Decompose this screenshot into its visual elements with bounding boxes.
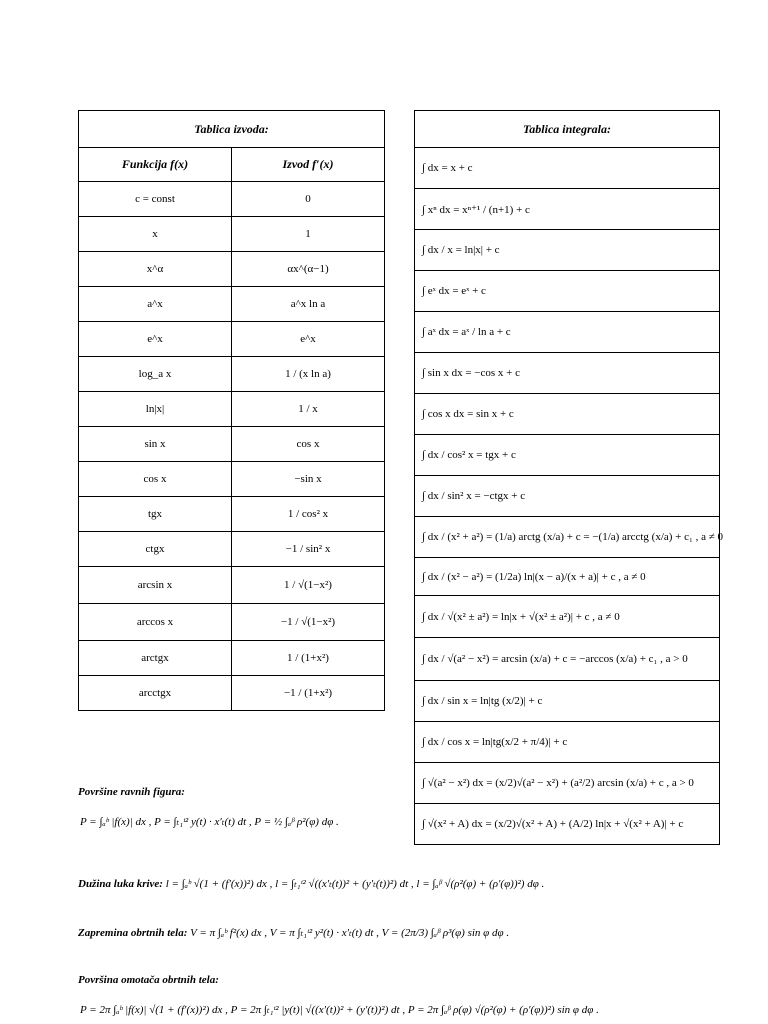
derivative-row [79,641,385,676]
derivative-cell: −1 / (1+x²) [232,676,385,711]
integral-row [415,681,720,722]
integral-formula-cell: ∫ xⁿ dx = xⁿ⁺¹ / (n+1) + c [415,189,720,230]
integral-row [415,230,720,271]
integral-row [415,312,720,353]
derivative-row [79,217,385,252]
derivative-cell: a^x ln a [232,287,385,322]
integral-formula-cell: ∫ dx / (x² − a²) = (1/2a) ln|(x − a)/(x + a)| + c , a ≠ 0 [415,558,720,596]
derivative-row [79,604,385,641]
integral-formula-cell: ∫ dx / √(x² ± a²) = ln|x + √(x² ± a²)| + c , a ≠ 0 [415,596,720,638]
function-cell: arcsin x [79,567,232,604]
derivative-table-title: Tablica izvoda: [79,111,385,148]
derivative-row [79,252,385,287]
derivative-cell: −1 / √(1−x²) [232,604,385,641]
derivative-cell: 1 / (1+x²) [232,641,385,676]
surface-area-formulas [80,815,339,828]
integral-formula-cell: ∫ cos x dx = sin x + c [415,394,720,435]
surface-area-label: Površine ravnih figura: [78,786,185,798]
integral-row [415,722,720,763]
derivative-row [79,287,385,322]
derivative-cell: 1 / √(1−x²) [232,567,385,604]
derivative-cell: 1 / cos² x [232,497,385,532]
function-cell: arctgx [79,641,232,676]
function-cell: c = const [79,182,232,217]
integral-row [415,517,720,558]
function-cell: arcctgx [79,676,232,711]
surface-area-formula: P = ∫ₐᵇ |f(x)| dx , P = ∫ₜ₁ᵗ² y(t) · x′ₜ(t) dt , P = ½ ∫ₐᵝ ρ²(φ) dφ . [80,816,339,828]
surface-of-revolution-heading [78,974,219,986]
derivative-row [79,322,385,357]
derivative-row [79,462,385,497]
derivative-cell: −sin x [232,462,385,497]
integral-row [415,189,720,230]
function-cell: sin x [79,427,232,462]
derivative-cell: 1 [232,217,385,252]
surface-of-revolution-label: Površina omotača obrtnih tela: [78,974,219,986]
integral-row [415,435,720,476]
integral-row [415,148,720,189]
derivative-table [78,110,385,711]
derivative-cell: 1 / x [232,392,385,427]
integral-row [415,596,720,638]
volume-formula: V = π ∫ₐᵇ f²(x) dx , V = π ∫ₜ₁ᵗ² y²(t) · x′ₜ(t) dt , V = (2π/3) ∫ₐᵝ ρ³(φ) sin φ dφ . [190,927,510,939]
volume-label: Zapremina obrtnih tela: [78,927,188,939]
arc-length-section [78,877,544,890]
function-cell: e^x [79,322,232,357]
derivative-column-header: Izvod f′(x) [232,148,385,182]
function-cell: log_a x [79,357,232,392]
integral-formula-cell: ∫ √(a² − x²) dx = (x/2)√(a² − x²) + (a²/2) arcsin (x/a) + c , a > 0 [415,763,720,804]
integral-formula-cell: ∫ dx / √(a² − x²) = arcsin (x/a) + c = −arccos (x/a) + c₁ , a > 0 [415,638,720,681]
integral-row [415,763,720,804]
derivative-cell: −1 / sin² x [232,532,385,567]
integral-row [415,353,720,394]
integral-formula-cell: ∫ dx / sin² x = −ctgx + c [415,476,720,517]
derivative-row [79,676,385,711]
arc-length-formula: l = ∫ₐᵇ √(1 + (f′(x))²) dx , l = ∫ₜ₁ᵗ² √((x′ₜ(t))² + (y′ₜ(t))²) dt , l = ∫ₐᵝ √(ρ²(φ) + (ρ′(φ))²) dφ . [165,878,545,890]
integral-row [415,804,720,845]
integral-row [415,638,720,681]
surface-of-revolution-formulas [80,1003,599,1016]
surface-of-revolution-formula: P = 2π ∫ₐᵇ |f(x)| √(1 + (f′(x))²) dx , P = 2π ∫ₜ₁ᵗ² |y(t)| √((x′(t))² + (y′(t))²) dt , P = 2π ∫ₐᵝ ρ(φ) √(ρ²(φ) + (ρ′(φ))²) sin φ dφ . [80,1004,599,1016]
integral-row [415,271,720,312]
derivative-row [79,497,385,532]
integral-formula-cell: ∫ eˣ dx = eˣ + c [415,271,720,312]
integral-formula-cell: ∫ dx / cos² x = tgx + c [415,435,720,476]
integral-row [415,558,720,596]
derivative-row [79,392,385,427]
integral-formula-cell: ∫ dx / sin x = ln|tg (x/2)| + c [415,681,720,722]
integral-row [415,476,720,517]
derivative-row [79,357,385,392]
derivative-row [79,567,385,604]
function-column-header: Funkcija f(x) [79,148,232,182]
function-cell: a^x [79,287,232,322]
derivative-row [79,532,385,567]
function-cell: ctgx [79,532,232,567]
derivative-row [79,182,385,217]
integral-formula-cell: ∫ dx / (x² + a²) = (1/a) arctg (x/a) + c = −(1/a) arcctg (x/a) + c₁ , a ≠ 0 [415,517,720,558]
derivative-cell: 0 [232,182,385,217]
integral-table-title: Tablica integrala: [415,111,720,148]
derivative-row [79,427,385,462]
function-cell: x^α [79,252,232,287]
integral-row [415,394,720,435]
derivative-cell: 1 / (x ln a) [232,357,385,392]
integral-formula-cell: ∫ sin x dx = −cos x + c [415,353,720,394]
function-cell: x [79,217,232,252]
integral-formula-cell: ∫ aˣ dx = aˣ / ln a + c [415,312,720,353]
derivative-cell: αx^(α−1) [232,252,385,287]
derivative-cell: e^x [232,322,385,357]
integral-table [414,110,724,845]
integral-formula-cell: ∫ √(x² + A) dx = (x/2)√(x² + A) + (A/2) ln|x + √(x² + A)| + c [415,804,720,845]
surface-area-heading [78,786,185,798]
integral-formula-cell: ∫ dx / x = ln|x| + c [415,230,720,271]
volume-section [78,926,509,939]
integral-formula-cell: ∫ dx / cos x = ln|tg(x/2 + π/4)| + c [415,722,720,763]
derivative-cell: cos x [232,427,385,462]
function-cell: cos x [79,462,232,497]
function-cell: ln|x| [79,392,232,427]
function-cell: tgx [79,497,232,532]
arc-length-label: Dužina luka krive: [78,878,163,890]
function-cell: arccos x [79,604,232,641]
integral-formula-cell: ∫ dx = x + c [415,148,720,189]
